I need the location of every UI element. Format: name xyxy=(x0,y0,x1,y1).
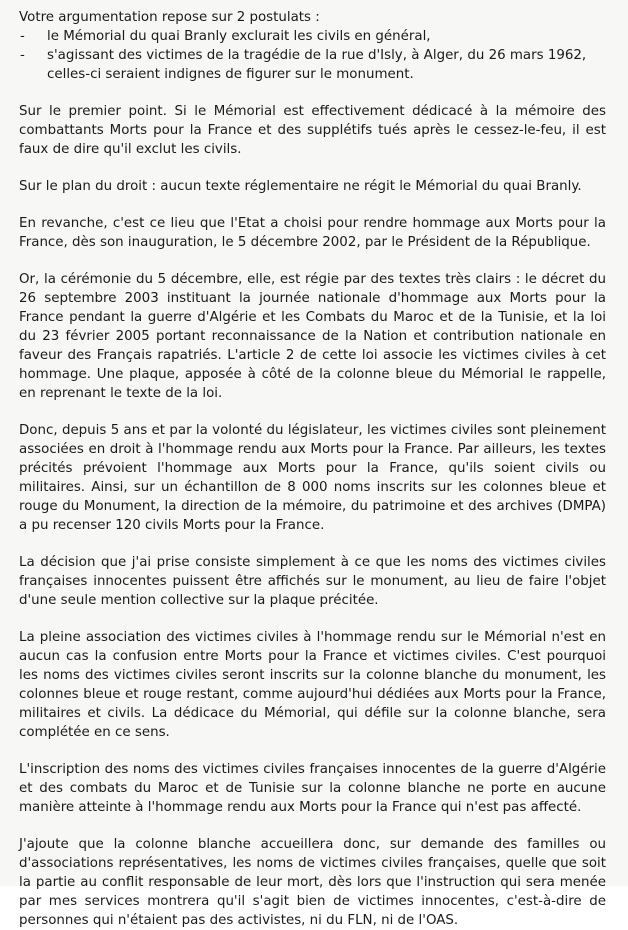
paragraph-ceremonie: Or, la cérémonie du 5 décembre, elle, est régie par des textes très clairs : le décret du 26 septembre 2003 instituant la journée nationale d'hommage aux Morts pour la France pendant la guerre d'Algérie et les Combats du Maroc et de la Tunisie, et la loi du 23 février 2005 portant reconnaissance de la Nation et contribution nationale en faveur des Français rapatriés. L'article 2 de cette loi associe les victimes civiles à cet hommage. Une plaque, apposée à côté de la colonne bleue du Mémorial le rappelle, en reprenant le texte de la loi. xyxy=(19,272,606,401)
paragraph-inscription: L'inscription des noms des victimes civiles françaises innocentes de la guerre d'Algérie et des combats du Maroc et de Tunisie sur la colonne blanche ne porte en aucune manière atteinte à l'hommage rendu aux Morts pour la France qui n'est pas affecté. xyxy=(19,762,606,815)
paragraph-decision: La décision que j'ai prise consiste simplement à ce que les noms des victimes civiles françaises innocentes puissent être affichés sur le monument, au lieu de faire l'objet d'une seule mention collective sur la plaque précitée. xyxy=(19,555,606,608)
bullet-dash: - xyxy=(20,29,25,44)
bullet-dash: - xyxy=(20,48,25,63)
intro-text: Votre argumentation repose sur 2 postulats : xyxy=(19,10,320,25)
paragraph-plan-du-droit: Sur le plan du droit : aucun texte réglementaire ne régit le Mémorial du quai Branly. xyxy=(19,179,582,194)
postulat-text: le Mémorial du quai Branly exclurait les civils en général, xyxy=(47,29,431,44)
paragraph-en-revanche: En revanche, c'est ce lieu que l'Etat a choisi pour rendre hommage aux Morts pour la France, dès son inauguration, le 5 décembre 2002, par le Président de la République. xyxy=(19,216,606,250)
postulats-list xyxy=(19,27,606,84)
list-item xyxy=(19,46,606,84)
paragraph-donc: Donc, depuis 5 ans et par la volonté du législateur, les victimes civiles sont pleinement associées en droit à l'hommage rendu aux Morts pour la France. Par ailleurs, les textes précités prévoient l'hommage aux Morts pour la France, qu'ils soient civils ou militaires. Ainsi, sur un échantillon de 8 000 noms inscrits sur les colonnes bleue et rouge du Monument, la direction de la mémoire, du patrimoine et des archives (DMPA) a pu recenser 120 civils Morts pour la France. xyxy=(19,423,606,533)
paragraph-pleine-association: La pleine association des victimes civiles à l'hommage rendu sur le Mémorial n'est en aucun cas la confusion entre Morts pour la France et victimes civiles. C'est pourquoi les noms des victimes civiles seront inscrits sur la colonne blanche du monument, les colonnes bleue et rouge restant, comme aujourd'hui dédiées aux Morts pour la France, militaires et civils. La dédicace du Mémorial, qui défile sur la colonne blanche, sera complétée en ce sens. xyxy=(19,630,606,740)
paragraph-premier-point: Sur le premier point. Si le Mémorial est effectivement dédicacé à la mémoire des combattants Morts pour la France et des supplétifs tués après le cessez-le-feu, il est faux de dire qu'il exclut les civils. xyxy=(19,104,606,157)
list-item xyxy=(19,27,606,46)
postulat-text: s'agissant des victimes de la tragédie de la rue d'Isly, à Alger, du 26 mars 1962, celles-ci seraient indignes de figurer sur le monument. xyxy=(47,48,587,82)
paragraph-colonne-blanche: J'ajoute que la colonne blanche accueillera donc, sur demande des familles ou d'associations représentatives, les noms de victimes civiles françaises, quelle que soit la partie au conflit responsable de leur mort, dès lors que l'instruction qui sera menée par mes services montrera qu'il s'agit bien de victimes innocentes, c'est-à-dire de personnes qui n'étaient pas des activistes, ni du FLN, ni de l'OAS. xyxy=(19,837,606,928)
